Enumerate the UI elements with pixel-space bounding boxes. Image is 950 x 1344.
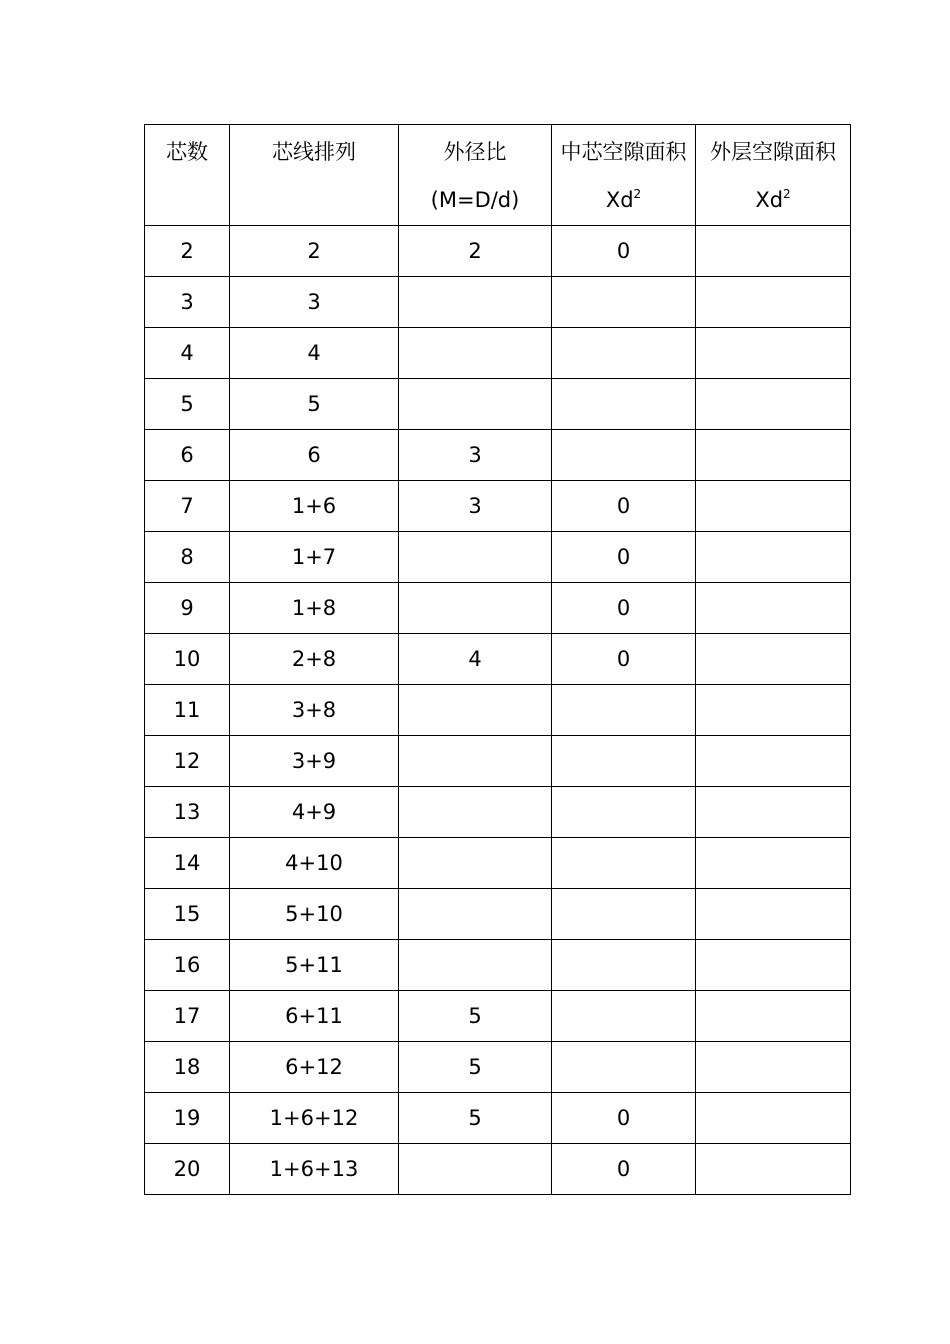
cell-outer-gap-area (696, 838, 851, 889)
cell-core-count: 5 (145, 379, 230, 430)
table-row (145, 685, 851, 736)
cell-outer-gap-area (696, 1093, 851, 1144)
cell-core-arrangement: 2+8 (230, 634, 399, 685)
cell-center-gap-area (552, 685, 696, 736)
cell-diameter-ratio (399, 1144, 552, 1195)
cell-core-arrangement: 4 (230, 328, 399, 379)
header-label: 芯数 (166, 140, 208, 164)
table-row (145, 532, 851, 583)
cell-outer-gap-area (696, 583, 851, 634)
header-superscript: 2 (783, 187, 791, 201)
cell-core-arrangement: 1+6+13 (230, 1144, 399, 1195)
cell-core-arrangement: 3 (230, 277, 399, 328)
cell-core-count: 4 (145, 328, 230, 379)
table-row (145, 481, 851, 532)
header-label: 芯线排列 (272, 140, 356, 164)
cell-diameter-ratio (399, 787, 552, 838)
header-sublabel (552, 173, 695, 221)
table-row (145, 889, 851, 940)
header-sublabel-text: Xd (605, 188, 634, 212)
header-label: 外径比 (443, 140, 507, 164)
cell-center-gap-area (552, 1042, 696, 1093)
cell-core-arrangement: 1+6+12 (230, 1093, 399, 1144)
cell-diameter-ratio: 5 (399, 991, 552, 1042)
header-sublabel (696, 173, 850, 221)
table-row (145, 787, 851, 838)
cell-core-count: 16 (145, 940, 230, 991)
cell-diameter-ratio: 2 (399, 226, 552, 277)
cell-center-gap-area: 0 (552, 1093, 696, 1144)
table-row (145, 583, 851, 634)
cell-core-arrangement: 6+11 (230, 991, 399, 1042)
table-body (145, 226, 851, 1195)
table-row (145, 736, 851, 787)
cell-diameter-ratio: 3 (399, 481, 552, 532)
cell-core-arrangement: 5+11 (230, 940, 399, 991)
cell-center-gap-area: 0 (552, 481, 696, 532)
header-sublabel (230, 173, 398, 221)
cell-outer-gap-area (696, 736, 851, 787)
cell-diameter-ratio (399, 889, 552, 940)
cell-core-count: 13 (145, 787, 230, 838)
cell-core-arrangement: 4+9 (230, 787, 399, 838)
cell-diameter-ratio (399, 838, 552, 889)
cell-diameter-ratio (399, 379, 552, 430)
cell-outer-gap-area (696, 991, 851, 1042)
cell-outer-gap-area (696, 1144, 851, 1195)
document-page (144, 124, 850, 1195)
header-diameter-ratio (399, 125, 552, 226)
header-sublabel (145, 173, 229, 221)
cell-center-gap-area (552, 430, 696, 481)
cell-center-gap-area (552, 328, 696, 379)
cell-outer-gap-area (696, 787, 851, 838)
cell-core-arrangement: 1+8 (230, 583, 399, 634)
cell-core-count: 9 (145, 583, 230, 634)
cell-outer-gap-area (696, 328, 851, 379)
cell-center-gap-area: 0 (552, 583, 696, 634)
cell-core-arrangement: 3+9 (230, 736, 399, 787)
table-row (145, 1093, 851, 1144)
cell-center-gap-area: 0 (552, 1144, 696, 1195)
table-row (145, 1042, 851, 1093)
cell-center-gap-area: 0 (552, 634, 696, 685)
cell-core-count: 7 (145, 481, 230, 532)
cell-outer-gap-area (696, 430, 851, 481)
cell-core-count: 20 (145, 1144, 230, 1195)
cell-diameter-ratio: 5 (399, 1093, 552, 1144)
table-row (145, 838, 851, 889)
cell-core-arrangement: 1+7 (230, 532, 399, 583)
table-row (145, 1144, 851, 1195)
cell-outer-gap-area (696, 532, 851, 583)
cell-core-count: 6 (145, 430, 230, 481)
header-label: 外层空隙面积 (710, 140, 836, 164)
table-row (145, 226, 851, 277)
header-core-arrangement (230, 125, 399, 226)
table-row (145, 991, 851, 1042)
cell-core-arrangement: 1+6 (230, 481, 399, 532)
cell-diameter-ratio (399, 736, 552, 787)
cell-center-gap-area (552, 889, 696, 940)
cell-diameter-ratio: 4 (399, 634, 552, 685)
header-superscript: 2 (633, 187, 642, 201)
cell-core-count: 10 (145, 634, 230, 685)
cell-diameter-ratio (399, 277, 552, 328)
cell-center-gap-area (552, 736, 696, 787)
header-label: 中芯空隙面积 (560, 140, 687, 164)
cable-core-table (144, 124, 851, 1195)
cell-core-count: 17 (145, 991, 230, 1042)
header-sublabel-text: Xd (755, 188, 784, 212)
header-sublabel (399, 173, 551, 221)
cell-diameter-ratio (399, 532, 552, 583)
table-row (145, 277, 851, 328)
cell-core-count: 14 (145, 838, 230, 889)
cell-core-count: 3 (145, 277, 230, 328)
cell-core-count: 2 (145, 226, 230, 277)
cell-core-count: 12 (145, 736, 230, 787)
cell-center-gap-area (552, 838, 696, 889)
cell-diameter-ratio: 3 (399, 430, 552, 481)
table-row (145, 430, 851, 481)
cell-outer-gap-area (696, 379, 851, 430)
table-row (145, 328, 851, 379)
cell-diameter-ratio (399, 940, 552, 991)
cell-diameter-ratio (399, 685, 552, 736)
cell-core-arrangement: 5 (230, 379, 399, 430)
cell-core-arrangement: 5+10 (230, 889, 399, 940)
cell-core-count: 19 (145, 1093, 230, 1144)
header-center-gap-area (552, 125, 696, 226)
cell-core-arrangement: 3+8 (230, 685, 399, 736)
header-core-count (145, 125, 230, 226)
cell-center-gap-area: 0 (552, 226, 696, 277)
cell-outer-gap-area (696, 634, 851, 685)
cell-core-arrangement: 6+12 (230, 1042, 399, 1093)
header-row (145, 125, 851, 226)
cell-diameter-ratio (399, 328, 552, 379)
table-row (145, 634, 851, 685)
cell-outer-gap-area (696, 889, 851, 940)
cell-core-count: 15 (145, 889, 230, 940)
cell-outer-gap-area (696, 226, 851, 277)
table-row (145, 940, 851, 991)
cell-outer-gap-area (696, 481, 851, 532)
cell-outer-gap-area (696, 940, 851, 991)
header-sublabel-text: (M=D/d) (430, 188, 520, 212)
cell-diameter-ratio (399, 583, 552, 634)
cell-outer-gap-area (696, 685, 851, 736)
header-outer-gap-area (696, 125, 851, 226)
cell-outer-gap-area (696, 277, 851, 328)
cell-diameter-ratio: 5 (399, 1042, 552, 1093)
cell-center-gap-area (552, 277, 696, 328)
cell-core-count: 11 (145, 685, 230, 736)
cell-center-gap-area (552, 787, 696, 838)
cell-center-gap-area: 0 (552, 532, 696, 583)
cell-center-gap-area (552, 940, 696, 991)
table-header (145, 125, 851, 226)
cell-core-arrangement: 4+10 (230, 838, 399, 889)
cell-core-arrangement: 6 (230, 430, 399, 481)
cell-core-count: 8 (145, 532, 230, 583)
cell-core-count: 18 (145, 1042, 230, 1093)
cell-outer-gap-area (696, 1042, 851, 1093)
table-row (145, 379, 851, 430)
cell-center-gap-area (552, 379, 696, 430)
cell-core-arrangement: 2 (230, 226, 399, 277)
cell-center-gap-area (552, 991, 696, 1042)
